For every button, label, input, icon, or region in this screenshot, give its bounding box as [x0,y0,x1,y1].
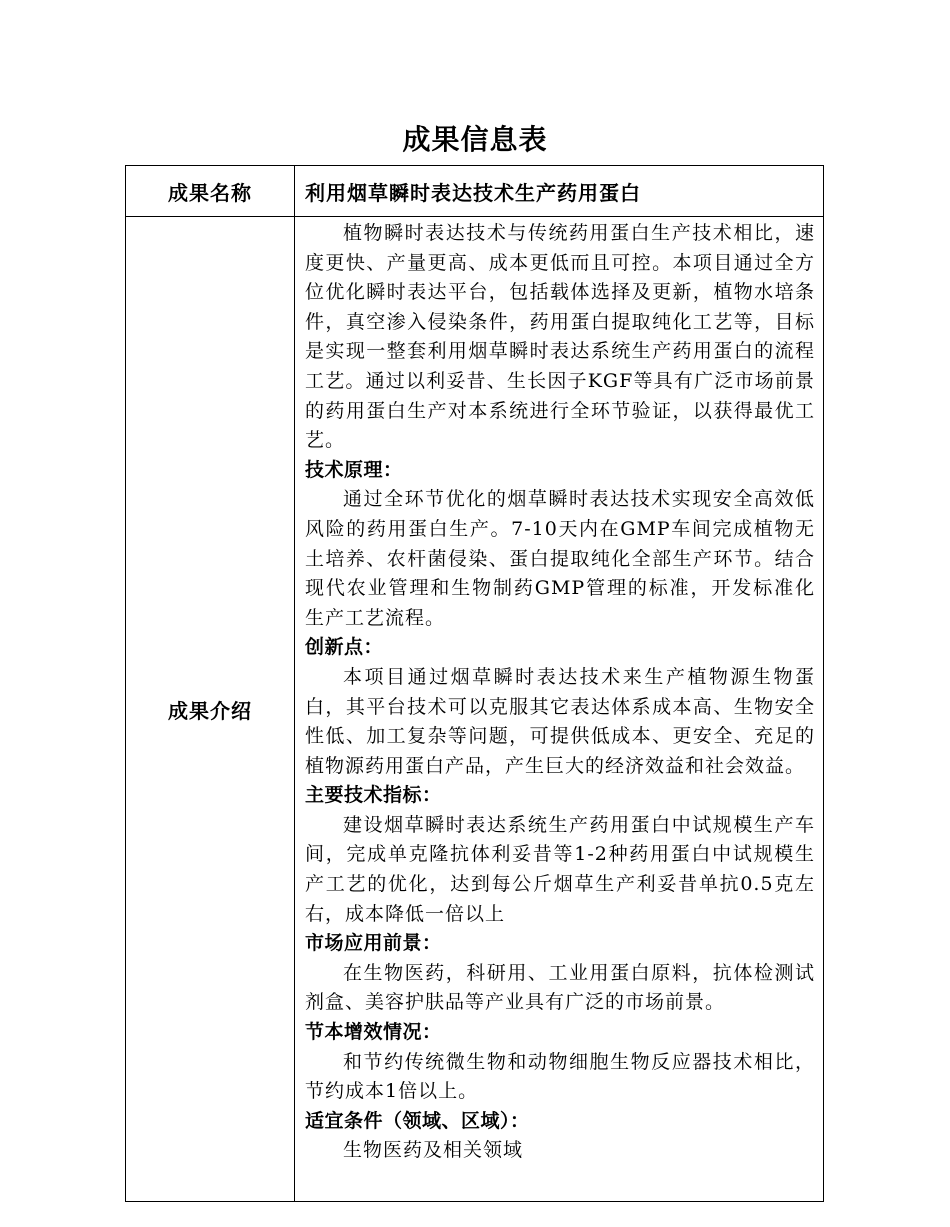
section-heading-conditions: 适宜条件（领域、区域）： [305,1109,530,1132]
section-heading-efficiency: 节本增效情况： [305,1021,442,1044]
intro-label: 成果介绍 [126,217,295,1201]
section-heading-innovation: 创新点： [305,636,384,659]
section-heading-indicators: 主要技术指标： [305,784,442,807]
intro-body [295,217,823,1201]
overview-paragraph: 植物瞬时表达技术与传统药用蛋白生产技术相比，速度更快、产量更高、成本更低而且可控。本项目通过全方位优化瞬时表达平台，包括载体选择及更新，植物水培条件，真空渗入侵染条件，药用蛋白提取纯化工艺等，目标是实现一整套利用烟草瞬时表达系统生产药用蛋白的流程工艺。通过以利妥昔、生长因子KGF等具有广泛市场前景的药用蛋白生产对本系统进行全环节验证，以获得最优工艺。 [305,222,815,452]
section-heading-principle: 技术原理： [305,458,403,481]
section-text-principle: 通过全环节优化的烟草瞬时表达技术实现安全高效低风险的药用蛋白生产。7-10天内在GMP车间完成植物无土培养、农杆菌侵染、蛋白提取纯化全部生产环节。结合现代农业管理和生物制药GMP管理的标准，开发标准化生产工艺流程。 [305,488,815,629]
table-row-intro [126,217,823,1201]
section-text-efficiency: 和节约传统微生物和动物细胞生物反应器技术相比，节约成本1倍以上。 [305,1050,815,1103]
name-label: 成果名称 [126,166,295,216]
info-table [125,165,824,1202]
section-text-innovation: 本项目通过烟草瞬时表达技术来生产植物源生物蛋白，其平台技术可以克服其它表达体系成本高、生物安全性低、加工复杂等问题，可提供低成本、更安全、充足的植物源药用蛋白产品，产生巨大的经济效益和社会效益。 [305,665,815,777]
section-text-conditions: 生物医药及相关领域 [343,1139,524,1162]
table-row-name [126,166,823,217]
section-text-indicators: 建设烟草瞬时表达系统生产药用蛋白中试规模生产车间，完成单克隆抗体利妥昔等1-2种药用蛋白中试规模生产工艺的优化，达到每公斤烟草生产利妥昔单抗0.5克左右，成本降低一倍以上 [305,813,815,925]
page-title: 成果信息表 [402,123,548,156]
section-heading-market: 市场应用前景： [305,932,442,955]
section-text-market: 在生物医药，科研用、工业用蛋白原料，抗体检测试剂盒、美容护肤品等产业具有广泛的市场前景。 [305,961,815,1014]
name-value: 利用烟草瞬时表达技术生产药用蛋白 [305,180,641,205]
